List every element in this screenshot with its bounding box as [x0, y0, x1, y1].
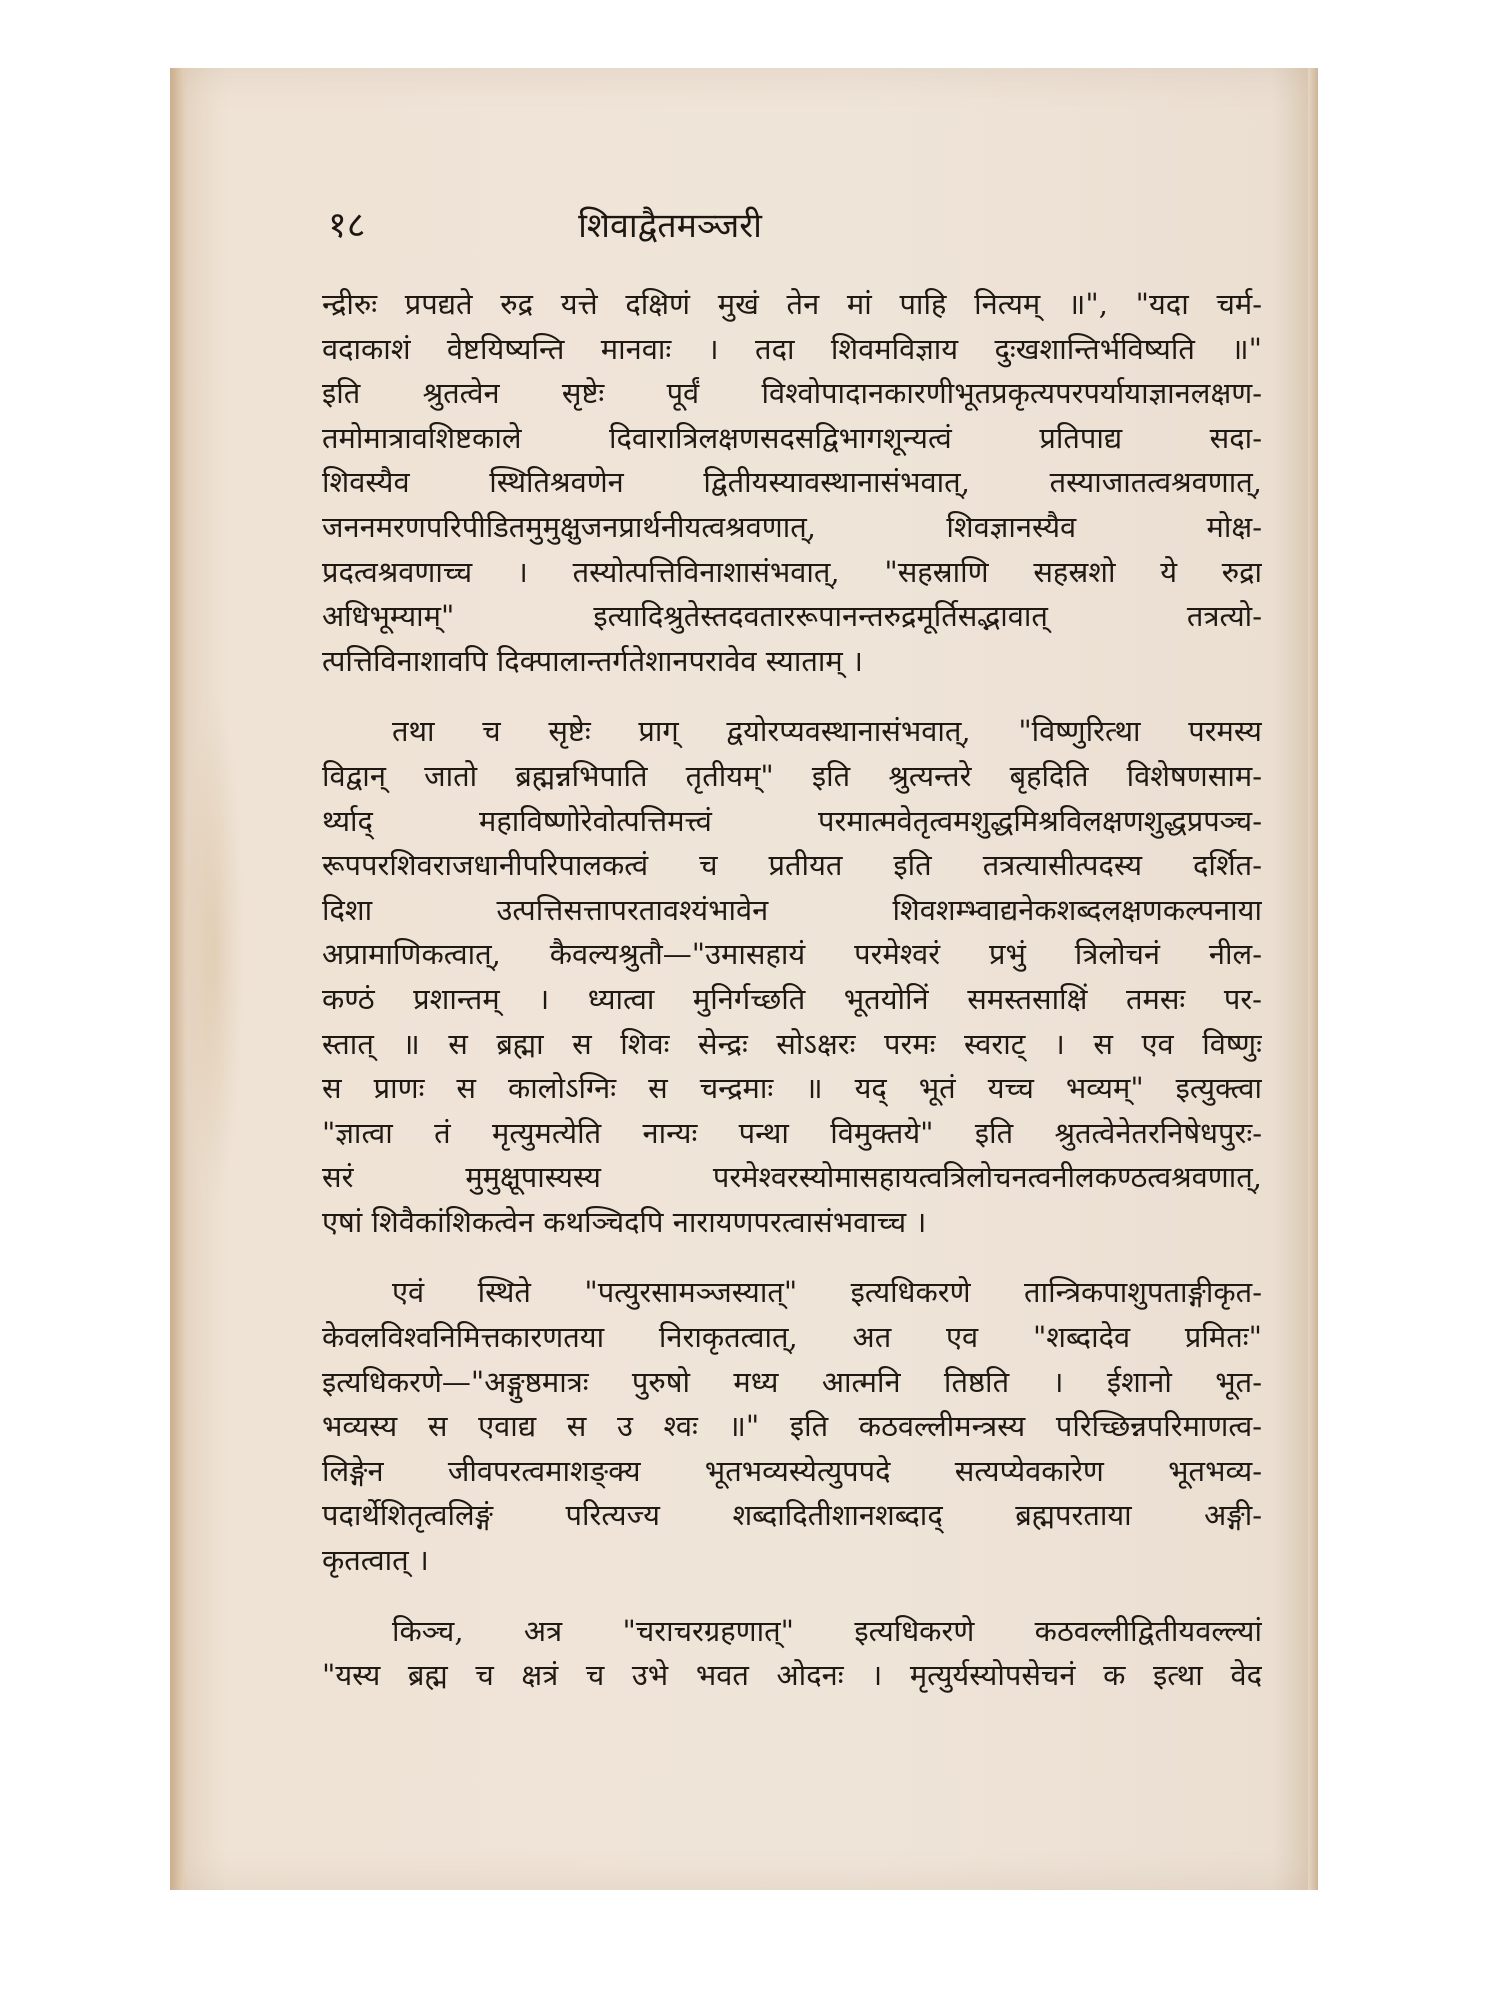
text-line: कण्ठं प्रशान्तम् । ध्यात्वा मुनिर्गच्छति भूतयोनिं समस्तसाक्षिं तमसः पर-: [322, 981, 1262, 1016]
text-line: स्तात् ॥ स ब्रह्मा स शिवः सेन्द्रः सोऽक्षरः परमः स्वराट् । स एव विष्णुः: [322, 1026, 1262, 1061]
text-line: अधिभूम्याम्" इत्यादिश्रुतेस्तदवताररूपानन्तरुद्रमूर्तिसद्भावात् तत्रत्यो-: [322, 599, 1262, 634]
text-line: विद्वान् जातो ब्रह्मन्नभिपाति तृतीयम्" इति श्रुत्यन्तरे बृहदिति विशेषणसाम-: [322, 758, 1262, 793]
book-spine-edge: [170, 68, 184, 1890]
text-line: स प्राणः स कालोऽग्निः स चन्द्रमाः ॥ यद् भूतं यच्च भव्यम्" इत्युक्त्वा: [322, 1071, 1262, 1106]
paper-stain: [184, 688, 244, 1208]
text-line: र्थ्याद् महाविष्णोरेवोत्पत्तिमत्त्वं परमात्मवेतृत्वमशुद्धमिश्रविलक्षणशुद्धप्रपञ्च-: [322, 803, 1262, 838]
paragraph-1: [322, 282, 1262, 683]
text-line: वदाकाशं वेष्टयिष्यन्ति मानवाः । तदा शिवमविज्ञाय दुःखशान्तिर्भविष्यति ॥": [322, 331, 1262, 366]
text-line: किञ्च, अत्र "चराचरग्रहणात्" इत्यधिकरणे कठवल्लीद्वितीयवल्ल्यां: [392, 1613, 1262, 1648]
page-number: १८: [328, 205, 366, 246]
paragraph-4: [322, 1609, 1262, 1698]
text-line: कृतत्वात् ।: [322, 1543, 429, 1578]
text-line: दिशा उत्पत्तिसत्तापरतावश्यंभावेन शिवशम्भ्वाद्यनेकशब्दलक्षणकल्पनाया: [322, 892, 1262, 927]
text-line: अप्रामाणिकत्वात्, कैवल्यश्रुतौ—"उमासहायं परमेश्वरं प्रभुं त्रिलोचनं नील-: [322, 937, 1262, 972]
text-line: न्द्रीरुः प्रपद्यते रुद्र यत्ते दक्षिणं मुखं तेन मां पाहि नित्यम् ॥", "यदा चर्म-: [322, 287, 1262, 321]
text-line: "ज्ञात्वा तं मृत्युमत्येति नान्यः पन्था विमुक्तये" इति श्रुतत्वेनेतरनिषेधपुरः-: [322, 1115, 1262, 1150]
text-line: तथा च सृष्टेः प्राग् द्वयोरप्यवस्थानासंभवात्, "विष्णुरित्था परमस्य: [392, 714, 1262, 749]
text-line: त्पत्तिविनाशावपि दिक्पालान्तर्गतेशानपरावेव स्याताम् ।: [322, 643, 863, 678]
paragraph-gap: [322, 683, 1262, 709]
paragraph-3: [322, 1270, 1262, 1582]
running-title: शिवाद्वैतमञ्जरी: [578, 206, 762, 246]
paragraph-2: [322, 709, 1262, 1244]
text-line: सरं मुमुक्षूपास्यस्य परमेश्वरस्योमासहायत्वत्रिलोचनत्वनीलकण्ठत्वश्रवणात्,: [322, 1160, 1262, 1195]
text-line: इत्यधिकरणे—"अङ्गुष्ठमात्रः पुरुषो मध्य आत्मनि तिष्ठति । ईशानो भूत-: [322, 1364, 1262, 1399]
text-line: एषां शिवैकांशिकत्वेन कथञ्चिदपि नारायणपरत्वासंभवाच्च ।: [322, 1204, 927, 1239]
text-line: इति श्रुतत्वेन सृष्टेः पूर्वं विश्वोपादानकारणीभूतप्रकृत्यपरपर्यायाज्ञानलक्षण-: [322, 376, 1262, 411]
text-line: "यस्य ब्रह्म च क्षत्रं च उभे भवत ओदनः । मृत्युर्यस्योपसेचनं क इत्था वेद: [322, 1658, 1262, 1693]
text-line: लिङ्गेन जीवपरत्वमाशङ्क्य भूतभव्यस्येत्युपपदे सत्यप्येवकारेण भूतभव्य-: [322, 1453, 1262, 1488]
text-line: रूपपरशिवराजधानीपरिपालकत्वं च प्रतीयत इति तत्रत्यासीत्पदस्य दर्शित-: [322, 848, 1262, 883]
body-text: [322, 282, 1262, 1698]
page-header: [170, 202, 1170, 252]
text-line: भव्यस्य स एवाद्य स उ श्वः ॥" इति कठवल्लीमन्त्रस्य परिच्छिन्नपरिमाणत्व-: [322, 1409, 1262, 1444]
text-line: केवलविश्वनिमित्तकारणतया निराकृतत्वात्, अत एव "शब्दादेव प्रमितः": [322, 1320, 1262, 1355]
text-line: शिवस्यैव स्थितिश्रवणेन द्वितीयस्यावस्थानासंभवात्, तस्याजातत्वश्रवणात्,: [322, 465, 1262, 500]
text-line: प्रदत्वश्रवणाच्च । तस्योत्पत्तिविनाशासंभवात्, "सहस्राणि सहस्रशो ये रुद्रा: [322, 554, 1262, 589]
text-line: पदार्थेशितृत्वलिङ्गं परित्यज्य शब्दादितीशानशब्दाद् ब्रह्मपरताया अङ्गी-: [322, 1498, 1262, 1533]
text-line: तमोमात्रावशिष्टकाले दिवारात्रिलक्षणसदसद्विभागशून्यत्वं प्रतिपाद्य सदा-: [322, 420, 1262, 455]
paragraph-gap: [322, 1583, 1262, 1609]
paragraph-gap: [322, 1244, 1262, 1270]
page-right-edge: [1308, 68, 1318, 1890]
text-line: जननमरणपरिपीडितमुमुक्षुजनप्रार्थनीयत्वश्रवणात्, शिवज्ञानस्यैव मोक्ष-: [322, 509, 1262, 544]
text-line: एवं स्थिते "पत्युरसामञ्जस्यात्" इत्यधिकरणे तान्त्रिकपाशुपताङ्गीकृत-: [392, 1275, 1262, 1310]
